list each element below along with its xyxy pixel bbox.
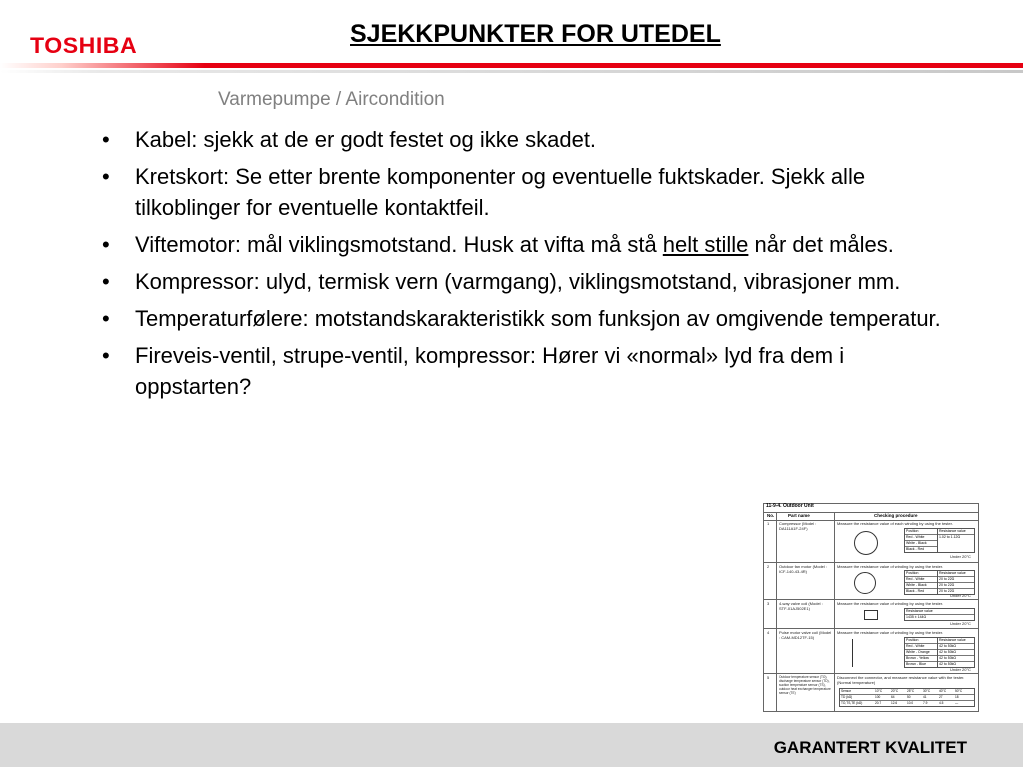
row-note: Under 20°C bbox=[950, 554, 971, 559]
row-part: Compressor (Model : DA111A1F-24F) bbox=[779, 521, 817, 531]
table-caption: 11-9-4. Outdoor Unit bbox=[766, 503, 814, 509]
valve-coil-diagram bbox=[864, 610, 878, 620]
row-proc: Disconnect the connector, and measure resistance value with the tester. (Normal temperature) bbox=[837, 675, 965, 685]
slide-title: SJEKKPUNKTER FOR UTEDEL bbox=[350, 20, 721, 48]
row-no: 3 bbox=[767, 601, 770, 606]
bullet-dot: • bbox=[102, 164, 110, 189]
table-row bbox=[764, 600, 978, 629]
resistance-table: Resistance value 20 to 22Ω 20 to 22Ω 20 to 22Ω bbox=[937, 570, 975, 595]
table-col-proc: Checking procedure bbox=[874, 513, 918, 518]
row-part: 4-way valve coil (Model : STF-01AJ502E1) bbox=[779, 601, 823, 611]
row-proc: Measure the resistance value of winding by using the tester. bbox=[837, 564, 944, 569]
bullet-item bbox=[102, 161, 962, 223]
resistance-table: Resistance value 1435 ± 144Ω bbox=[904, 608, 975, 621]
bullet-text: Fireveis-ventil, strupe-ventil, kompressor: Hører vi «normal» lyd fra dem i oppstarten? bbox=[135, 343, 845, 399]
toshiba-logo: TOSHIBA bbox=[30, 33, 138, 58]
row-proc: Measure the resistance value of winding by using the tester. bbox=[837, 630, 944, 635]
bullet-list bbox=[102, 124, 962, 408]
bullet-text: Kretskort: Se etter brente komponenter og eventuelle fuktskader. Sjekk alle tilkoblinger for eventuelle kontaktfeil. bbox=[135, 164, 866, 220]
bullet-text: Kabel: sjekk at de er godt festet og ikke skadet. bbox=[135, 127, 597, 152]
bullet-text-before: Viftemotor: mål viklingsmotstand. Husk at vifta må stå bbox=[135, 232, 663, 257]
row-no: 4 bbox=[767, 630, 770, 635]
table-col-part: Part name bbox=[788, 513, 810, 518]
row-proc: Measure the resistance value of winding by using the tester. bbox=[837, 601, 944, 606]
row-proc: Measure the resistance value of each winding by using the tester. bbox=[837, 521, 953, 526]
checking-procedure-table-image bbox=[763, 503, 979, 712]
bullet-dot: • bbox=[102, 127, 110, 152]
row-part: Pulse motor valve coil (Model : CAM-MD12TF-15) bbox=[779, 630, 832, 640]
bullet-dot: • bbox=[102, 232, 110, 257]
position-table: Position Red - White White - Black Black - Red bbox=[904, 528, 938, 553]
header-red-rule bbox=[0, 63, 1023, 68]
winding-diagram bbox=[854, 572, 876, 594]
row-note: Under 20°C bbox=[950, 667, 971, 672]
bullet-item bbox=[102, 303, 962, 334]
bullet-dot: • bbox=[102, 343, 110, 368]
row-note: Under 20°C bbox=[950, 621, 971, 626]
table-row bbox=[764, 629, 978, 674]
table-row bbox=[764, 674, 978, 710]
position-table: Position Red - White White - Orange Brown - Yellow Brown - Blue bbox=[904, 637, 938, 668]
header-gray-rule bbox=[0, 70, 1023, 73]
bullet-dot: • bbox=[102, 269, 110, 294]
bullet-item bbox=[102, 124, 962, 155]
bullet-text-after: når det måles. bbox=[748, 232, 894, 257]
table-row bbox=[764, 520, 978, 563]
pulse-motor-diagram bbox=[852, 639, 877, 667]
bullet-text-underlined: helt stille bbox=[662, 232, 749, 257]
bullet-item bbox=[102, 266, 962, 297]
slide-subtitle: Varmepumpe / Aircondition bbox=[218, 89, 445, 110]
row-no: 5 bbox=[767, 675, 770, 680]
sensor-temp-table: Sensor 10°C 20°C 25°C 30°C 40°C 50°C TD (kΩ) 100 64 50 41 27 18 TO,TS,TE (kΩ) 20.7 12.6 10.0 7.9 4.5 — bbox=[839, 688, 975, 707]
row-no: 1 bbox=[767, 521, 770, 526]
table-col-no: No. bbox=[767, 513, 775, 518]
resistance-table: Resistance value 42 to 50kΩ 42 to 50kΩ 42 to 50kΩ 42 to 50kΩ bbox=[937, 637, 975, 668]
bullet-item bbox=[102, 229, 962, 260]
bullet-dot: • bbox=[102, 306, 110, 331]
row-no: 2 bbox=[767, 564, 770, 569]
row-part: Outdoor temperature sensor (TO), discharge temperature sensor (TD), suction temperature sensor (TS), outdoor heat exchanger temperature sensor (TE) bbox=[779, 675, 831, 695]
bullet-text: Kompressor: ulyd, termisk vern (varmgang), viklingsmotstand, vibrasjoner mm. bbox=[135, 269, 901, 294]
row-note: Under 20°C bbox=[950, 593, 971, 598]
bullet-text: Temperaturfølere: motstandskarakteristikk som funksjon av omgivende temperatur. bbox=[135, 306, 941, 331]
table-row bbox=[764, 563, 978, 600]
bullet-item bbox=[102, 340, 962, 402]
footer-slogan: GARANTERT KVALITET bbox=[773, 738, 967, 757]
row-part: Outdoor fan motor (Model : ICF-140-43-4R) bbox=[779, 564, 828, 574]
resistance-table: Resistance value 1.02 to 1.12Ω bbox=[937, 528, 975, 553]
position-table: Position Red - White White - Black Black - Red bbox=[904, 570, 938, 595]
winding-diagram bbox=[854, 531, 878, 555]
